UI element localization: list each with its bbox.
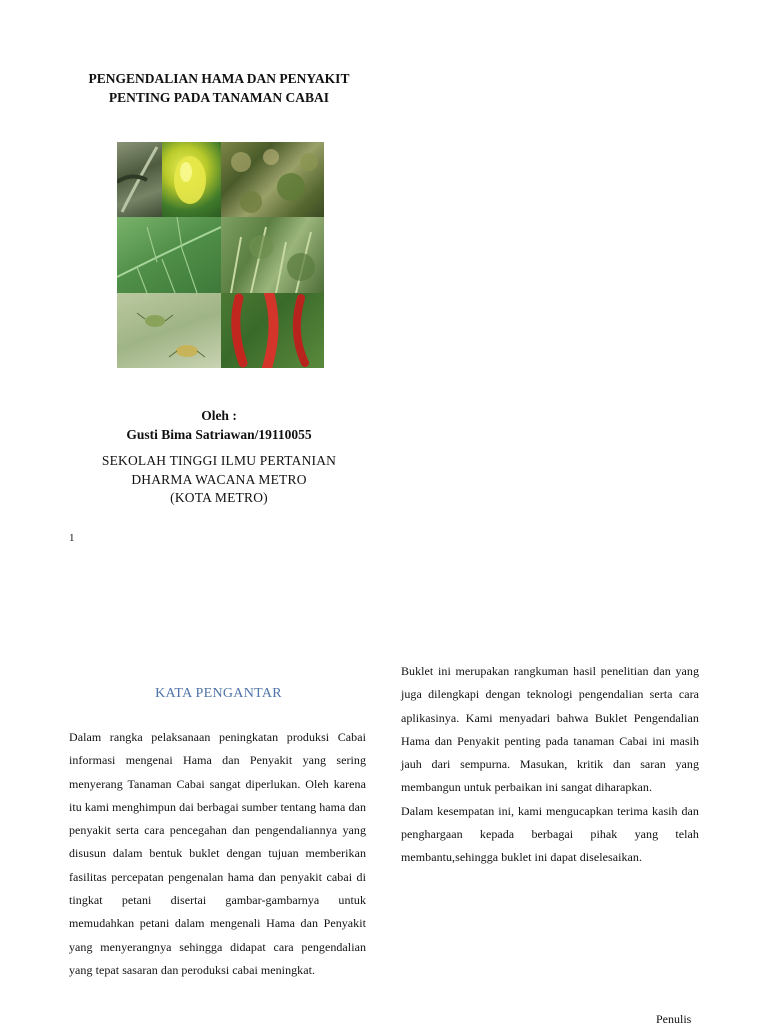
cover-title-line-2: PENTING PADA TANAMAN CABAI (108, 90, 330, 105)
foreword-paragraph: Dalam kesempatan ini, kami mengucapkan terima kasih dan penghargaan kepada berbagai pihak yang telah membantu,sehingga buklet ini dapat diselesaikan. (401, 803, 699, 865)
institution-line-1: SEKOLAH TINGGI ILMU PERTANIAN (101, 453, 337, 468)
collage-leaf-photo (117, 142, 162, 217)
collage-aphid-photo (117, 293, 221, 368)
collage-plant-canopy-photo (221, 217, 324, 293)
signature: Penulis (656, 1012, 692, 1026)
collage-wilted-plant-photo (221, 142, 324, 217)
author-name: Gusti Bima Satriawan/19110055 (126, 427, 312, 442)
collage-yellow-pest-photo (162, 142, 221, 217)
cover-title (60, 69, 378, 107)
author-block (60, 406, 378, 444)
page-number: 1 (69, 532, 75, 544)
foreword-paragraph: Buklet ini merupakan rangkuman hasil penelitian dan yang juga dilengkapi dengan teknologi pengendalian serta cara aplikasinya. Kami menyadari bahwa Buklet Pengendalian Hama dan Penyakit penting pada tanaman Cabai ini masih jauh dari sempurna. Masukan, kritik dan saran yang membangun untuk perbaikan ini sangat diharapkan. (401, 664, 699, 795)
foreword-left-column (69, 726, 366, 982)
cover-title-line-1: PENGENDALIAN HAMA DAN PENYAKIT (88, 71, 350, 86)
foreword-right-column (401, 660, 699, 870)
collage-leaf-vein-photo (117, 217, 221, 293)
institution-line-2: DHARMA WACANA METRO (131, 471, 307, 487)
cover-photo-collage (117, 142, 324, 368)
collage-red-chili-photo (221, 293, 324, 368)
by-label: Oleh : (201, 408, 237, 423)
foreword-heading: KATA PENGANTAR (155, 686, 282, 701)
institution-block (60, 452, 378, 508)
foreword-paragraph: Dalam rangka pelaksanaan peningkatan produksi Cabai informasi mengenai Hama dan Penyakit yang sering menyerang Tanaman Cabai sangat diperlukan. Oleh karena itu kami menghimpun dai berbagai sumber tentang hama dan penyakit serta cara pencegahan dan pengendaliannya yang disusun dalam bentuk buklet dengan tujuan memberikan fasilitas percepatan pengenalan hama dan penyakit cabai di tingkat petani disertai gambar-gambarnya untuk memudahkan petani dalam mengenali Hama dan Penyakit yang menyerangnya sehingga didapat cara pengendalian yang tepat sasaran dan peroduksi cabai meningkat. (69, 730, 366, 977)
institution-line-3: (KOTA METRO) (170, 490, 268, 505)
